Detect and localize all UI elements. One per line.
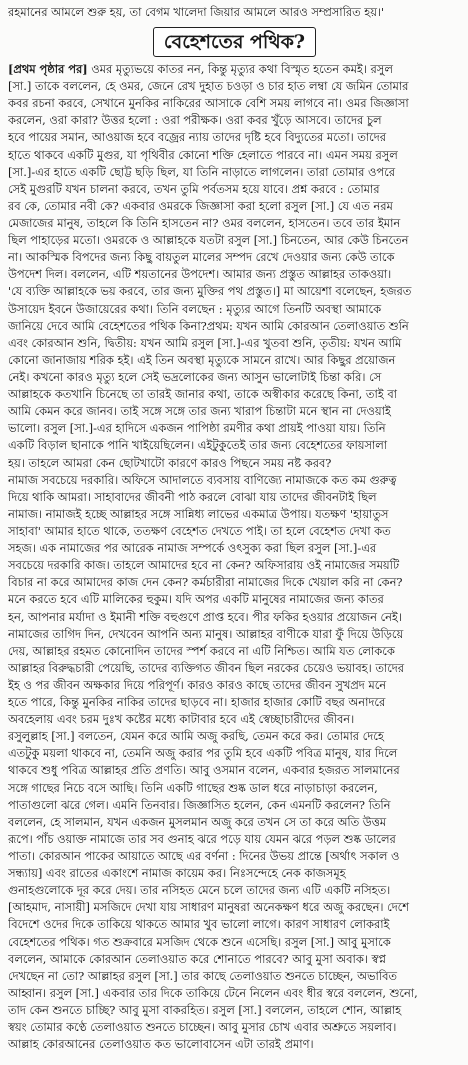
body-line-text: থাকবে শুধু পবিত্র আল্লাহর প্রতি প্রণতি। আবু ওসমান বলেন, একবার হজরত সালমানের <box>8 763 400 778</box>
body-line-text: আল্লাহর বিরুদ্ধচারী পেয়েছি, তাদের ব্যক্তিগত জীবন ছিল নরকের চেয়েও ভয়াবহ। তাদের <box>8 660 405 675</box>
body-line-text: একটি বিড়াল ছানাকে পানি খাইয়েছিলেন। এইটুকুতেই তার জন্য বেহেশতের ফায়সালা <box>8 438 388 453</box>
headline-box <box>8 27 461 57</box>
body-line-text: রব কে, তোমার নবী কে? একবার ওমরকে জিজ্ঞাসা করা হলো রসুল [সা.] যে এত নরম <box>8 198 393 213</box>
body-line-text: দেখছেন না তো? আল্লাহর রসুল [সা.] তার কাছে তেলাওয়াত শুনতে চাচ্ছেন, অভাবিত <box>8 968 397 983</box>
continued-text-top-line: রহমানের আমলে শুরু হয়, তা বেগম খালেদা জিয়ার আমলে আরও সম্প্রসারিত হয়।' <box>8 5 385 19</box>
body-line <box>8 523 461 540</box>
body-line <box>8 489 461 506</box>
body-line <box>8 369 461 386</box>
body-line-text: ইহ ও পর জীবন অক্ষকার দিয়ে পরিপূর্ণ। কারও কারও কাছে তাদের জীবন সুখপ্রদ মনে <box>8 677 387 692</box>
body-line-text: রসুলুল্লাহ [সা.] বলতেন, যেমন করে আমি অজু করছি, তেমন করে কর। তোমার দেহে <box>8 729 384 744</box>
body-line <box>8 899 461 916</box>
body-line-text: গুনাহগুলোকে দূর করে দেয়। তার নসিহত মেনে চলে তাদের জন্য এটি একটি নসিহত। <box>8 883 391 898</box>
body-line-text: [সা.] তাকে বললেন, হে ওমর, জেনে রেখ দুহাত চওড়া ও চার হাত লম্বা যে জমিন তোমার <box>8 79 409 94</box>
body-line-text: পাতা। কোরআন পাকের আয়াতে আছে এর বর্ণনা : দিনের উভয় প্রান্তে [অর্থাৎ সকাল ও <box>8 849 400 864</box>
body-line <box>8 129 461 146</box>
body-line-text: ভালো। রসুল [সা.]-এর হাদিসে একজন পাপিষ্ঠা রমণীর কথা প্রায়ই পাওয়া যায়। তিনি <box>8 421 386 436</box>
article-body <box>8 61 461 1053</box>
body-line <box>8 318 461 335</box>
body-line <box>8 335 461 352</box>
body-line <box>8 232 461 249</box>
body-line-text: মেজাজের মানুষ, তাহলে কি তিনি হাসতেন না? ওমর বললেন, হাসতেন। তবে তার ইমান <box>8 215 401 230</box>
body-line <box>8 831 461 848</box>
body-line <box>8 215 461 232</box>
body-line <box>8 762 461 779</box>
body-line-text: সবচেয়ে দরকারি কাজ। তাহলে আমাদের হবে না কেন? অফিসারায় ওই নামাজের সময়টি <box>8 558 400 573</box>
body-line-text: তাদ কেন শুনতে চাচ্ছি? আবু মুসা বাকরহিত। রসুল [সা.] বললেন, তাহলে শোন, আল্লাহ <box>8 1003 402 1018</box>
body-line <box>8 557 461 574</box>
body-line-text: [সা.]-এর হাতে একটি ছোট্ট ছড়ি ছিল, যা তিনি নাড়াতে লাগলেন। তারা তোমার ওপরে <box>8 164 395 179</box>
body-line-text: নামাজ সবচেয়ে দরকারি। অফিসে আদালতে ব্যবসায় বাণিজ্যে নামাজকে কত কম গুরুত্ব <box>8 472 397 487</box>
body-line-text: সাহাবা' আমার হাতে থাকে, ততক্ষণ বেহেশত দেখতে পাই। তা হলে বেহেশত দেখা কত <box>8 523 391 538</box>
body-line <box>8 848 461 865</box>
body-line <box>8 728 461 745</box>
body-line <box>8 643 461 660</box>
body-line-text: অবহেলায় এবং চরম দুঃখ কষ্টের মধ্যে কাটাবার হবে এই স্বেচ্ছাচারীদের জীবন। <box>8 712 355 727</box>
body-line-text: বিচার না করে আমাদের কাজ দেন কেন? কর্মচারীরা নামাজের দিকে খেয়াল করি না কেন? <box>8 575 403 590</box>
body-line-text: হন, আপনার মর্যাদা ও ইমানী শক্তি বহুগুণে প্রাপ্ত হবে। পীর ফকির হওয়ার প্রয়োজন নেই। <box>8 609 402 624</box>
body-line-text: 'যে ব্যক্তি আল্লাহকে ভয় করবে, তার জন্য মুক্তির পথ প্রস্তুত।] মা আয়েশা বলেছেন, হজরত <box>8 284 412 299</box>
body-line-text: হাতে থাকবে একটি মুগুর, যা পৃথিবীর কোনো শক্তি হেলাতে পারবে না। এমন সময় রসুল <box>8 147 398 162</box>
body-line <box>8 472 461 489</box>
body-line-text: সন্ধ্যায়] এবং রাতের একাংশে নামাজ কায়েম কর। নিঃসন্দেহে নেক কাজসমূহ <box>8 866 346 881</box>
body-line-text: কোনো জানাজায় শরিক হই। এই তিন অবস্থা মৃত্যুকে সামনে রাখে। আর কিছুর প্রয়োজন <box>8 352 396 367</box>
body-line <box>8 112 461 129</box>
body-line-text: নেই। কখনো কারও মৃত্যু হলে সেই ভদ্রলোকের জন্য আসুন ভালোটাই চিন্তা করি। সে <box>8 369 382 384</box>
continuation-marker: [প্রথম পৃষ্ঠার পর] <box>8 62 88 76</box>
body-line-text: সঙ্গে গাছের নিচে বসে আছি। তিনি একটি গাছের শুষ্ক ডাল ধরে নাড়াচাড়া করলেন, <box>8 780 378 795</box>
body-line-text: না। আকস্মিক বিপদের জন্য কিছু বায়তুল মালের সম্পদ রেখে দেওয়ার জন্য কেউ তাকে <box>8 250 395 265</box>
body-line <box>8 591 461 608</box>
body-line-text: মনে করতে হবে এটি মালিকের হুকুম। যদি অপর একটি মানুষের নামাজের জন্য কাতর <box>8 592 384 607</box>
body-line-text: সেই মুগুরটি যখন চালনা করবে, তখন তুমি পর্বতসম হয়ে যাবে। প্রশ্ন করবে : তোমার <box>8 181 380 196</box>
body-line <box>8 574 461 591</box>
body-line <box>8 78 461 95</box>
body-line-text: নামাজের তাগিদ দিন, দেখবেন আপনি অন্য মানুষ। আল্লাহর বাণীকে যারা ফুঁ দিয়ে উড়িয়ে <box>8 626 404 641</box>
body-line-text: এতটুকু ময়লা থাকবে না, তেমনি অজু করার পর তুমি হবে একটি পবিত্র মানুষ, যার দিলে <box>8 746 398 761</box>
body-line-text: ছিল পাহাড়ের মতো। ওমরকে ও আল্লাহকে যতটা রসুল [সা.] চিনতেন, আর কেউ চিনতেন <box>8 233 409 248</box>
body-line <box>8 745 461 762</box>
body-line-text: জানিয়ে দেবে আমি বেহেশতের পথিক কিনা?প্রথম: যখন আমি কোরআন তেলাওয়াত শুনি <box>8 318 409 333</box>
body-line-text: বেহেশতের পথিক। গত শুক্রবারে মসজিদ থেকে শুনে এসেছি। রসুল [সা.] আবু মুসাকে <box>8 934 391 949</box>
body-line-text: আহ্বান। রসুল [সা.] একবার তার দিকে তাকিয়ে টেনে নিলেন এবং ধীর স্বরে বললেন, শুনো, <box>8 985 418 1000</box>
body-line <box>8 985 461 1002</box>
body-line <box>8 455 461 472</box>
body-line <box>8 506 461 523</box>
body-line <box>8 198 461 215</box>
body-line-text: কবর রচনা করবে, সেখানে মুনকির নাকিরের আসাকে বেশি সময় লাগবে না। ওমর জিজ্ঞাসা <box>8 96 409 111</box>
body-line-text: উপদেশ দিল। বললেন, এটি শয়তানের উপদেশ। আমার জন্য প্রস্তুত আল্লাহর তাকওয়া। <box>8 267 392 282</box>
body-line-text: আল্লাহ কোরআনের তেলাওয়াত কত ভালোবাসেন এটা তারই প্রমাণ। <box>8 1037 314 1052</box>
body-line-text: রূপে। পাঁচ ওয়াক্ত নামাজে তার সব গুনাহ ঝরে পড়ে যায় যেমন ঝরে পড়ল শুষ্ক ডালের <box>8 831 396 846</box>
body-line <box>8 609 461 626</box>
body-line <box>8 934 461 951</box>
body-line <box>8 865 461 882</box>
body-line <box>8 1019 461 1036</box>
body-line <box>8 147 461 164</box>
body-line <box>8 403 461 420</box>
body-line <box>8 882 461 899</box>
body-line-text: স্বয়ং তোমার কণ্ঠে তেলাওয়াত শুনতে চাচ্ছেন। আবু মুসার চোখ এবার অশ্রুতে সয়লাব। <box>8 1020 397 1035</box>
body-line <box>8 968 461 985</box>
body-line <box>8 283 461 300</box>
body-line <box>8 301 461 318</box>
body-line <box>8 420 461 437</box>
body-line-text: ওমর মৃত্যুভয়ে কাতর নন, কিন্তু মৃত্যুর কথা বিস্মৃত হতেন কমই। রসুল <box>87 62 393 76</box>
body-line-text: আল্লাহকে কতখানি চিনেছে তা তারই জানার কথা, তাকে অস্বীকার করেছে কিনা, তাই বা <box>8 387 397 402</box>
body-line-text: দেয়, আল্লাহর রহমত কোনোদিন তাদের স্পর্শ করবে না এটি নিশ্চিত। আমি যত লোককে <box>8 643 395 658</box>
body-line <box>8 1036 461 1053</box>
body-line <box>8 386 461 403</box>
body-line <box>8 951 461 968</box>
body-line <box>8 249 461 266</box>
body-line <box>8 61 461 78</box>
body-line <box>8 352 461 369</box>
body-line-text: এবং কোরআন শুনি, দ্বিতীয়: যখন আমি রসুল [সা.]-এর খুতবা শুনি, তৃতীয়: যখন আমি <box>8 335 402 350</box>
body-line <box>8 164 461 181</box>
body-line-text: করলেন, ওরা কারা? উত্তর হলো : ওরা পরীক্ষক। ওরা কবর খুঁড়ে আসবে। তাদের চুল <box>8 113 382 128</box>
body-line <box>8 626 461 643</box>
body-line-text: হতে পারে, কিন্তু মুনকির নাকির তাদের ছাড়বে না। হাজার হাজার কোটি বছর অনাদরে <box>8 695 386 710</box>
body-line-text: আমি কেমন করে জানব। তাই সঙ্গে সঙ্গে তার জন্য খারাপ চিন্তাটা মনে স্থান না দেওয়াই <box>8 404 391 419</box>
body-line-text: বললেন, আমাকে কোরআন তেলাওয়াত করে শোনাতে পারবে? আবু মুসা অবাক। স্বপ্ন <box>8 951 386 966</box>
body-line-text: হবে পায়ের সমান, আওয়াজ হবে বজ্রের ন্যায় তাদের দৃষ্টি হবে বিদ্যুতের মতো। তাদের <box>8 130 387 145</box>
body-line <box>8 711 461 728</box>
article-headline: বেহেশতের পথিক? <box>153 27 316 57</box>
body-line <box>8 1002 461 1019</box>
body-line-text: সহজ। এক নামাজের পর আরেক নামাজ সম্পর্কে ওৎসুক্য করা ছিল রসুল [সা.]-এর <box>8 541 377 556</box>
body-line-text: বললেন, হে সালমান, যখন একজন মুসলমান অজু করে তখন সে তা করে অতি উত্তম <box>8 814 387 829</box>
body-line-text: উসায়েদ ইবনে উজায়েরের কথা। তিনি বলছেন : মৃত্যুর আগে তিনটি অবস্থা আমাকে <box>8 301 382 316</box>
body-line-text: হয়। তাহলে আমরা কেন ছোটখাটো কারণে কারও পিছনে সময় নষ্ট করব? <box>8 455 332 470</box>
body-line <box>8 814 461 831</box>
body-line <box>8 797 461 814</box>
body-line-text: দিয়ে থাকি আমরা। সাহাবাদের জীবনী পাঠ করলে বোঝা যায় তাদের জীবনটাই ছিল <box>8 489 377 504</box>
body-line-text: বিদেশে ওদের দিকে তাকিয়ে থাকতে আমার খুব ভালো লাগে। কারণ সাধারণ লোকরাই <box>8 917 390 932</box>
body-line <box>8 540 461 557</box>
body-line <box>8 266 461 283</box>
body-line <box>8 677 461 694</box>
body-line <box>8 780 461 797</box>
body-line <box>8 660 461 677</box>
body-line-text: [আহমাদ, নাসায়ী] মসজিদে দেখা যায় সাধারণ মানুষরা অনেকক্ষণ ধরে অজু করছেন। দেশে <box>8 900 410 915</box>
body-line <box>8 916 461 933</box>
body-line-text: নামাজ। নামাজই হচ্ছে আল্লাহর সঙ্গে সান্নিধ্য লাভের একমাত্র উপায়। যতক্ষণ 'হায়াতুস <box>8 506 389 521</box>
body-line <box>8 694 461 711</box>
body-line <box>8 181 461 198</box>
body-line <box>8 95 461 112</box>
body-line-text: পাতাগুলো ঝরে গেল। এমনি তিনবার। জিজ্ঞাসিত হলেন, কেন এমনটি করলেন? তিনি <box>8 797 391 812</box>
body-line <box>8 437 461 454</box>
